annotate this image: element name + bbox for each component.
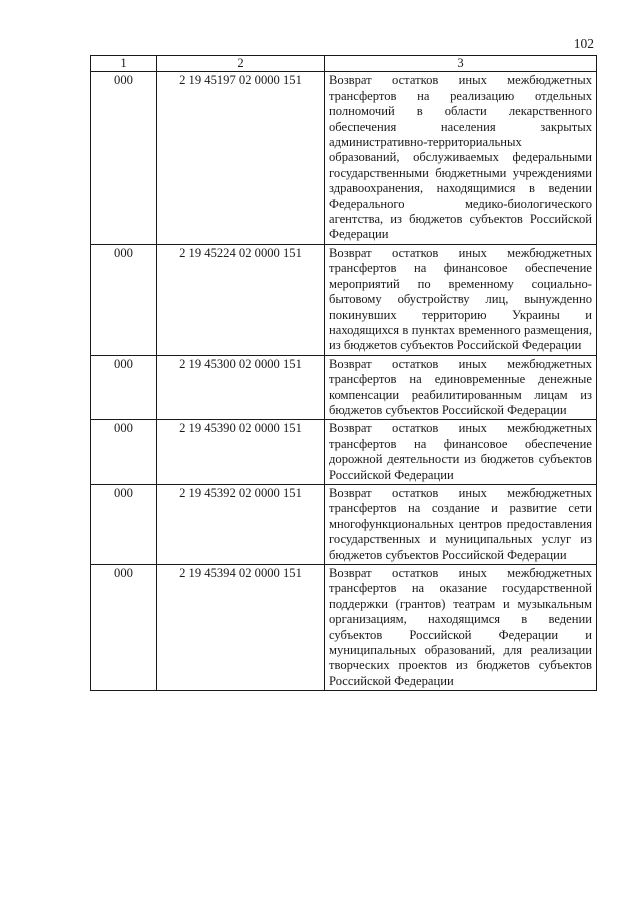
description-cell: Возврат остатков иных межбюджетных трансфертов на оказание государственной поддержки (грантов) театрам и музыкальным организациям, находящимся в ведении субъектов Российской Федерации и муниципальных образований, для реализации творческих проектов из бюджетов субъектов Российской Федерации — [325, 565, 597, 691]
admin-code-cell: 000 — [91, 565, 157, 691]
column-number-1: 1 — [91, 56, 157, 72]
column-number-3: 3 — [325, 56, 597, 72]
kbk-code-cell: 2 19 45197 02 0000 151 — [157, 72, 325, 244]
table-row — [91, 484, 597, 564]
table-row — [91, 355, 597, 420]
column-number-2: 2 — [157, 56, 325, 72]
description-cell: Возврат остатков иных межбюджетных трансфертов на единовременные денежные компенсации реабилитированным лицам из бюджетов субъектов Российской Федерации — [325, 355, 597, 420]
kbk-code-cell: 2 19 45224 02 0000 151 — [157, 244, 325, 355]
table-row — [91, 565, 597, 691]
kbk-code-cell: 2 19 45300 02 0000 151 — [157, 355, 325, 420]
admin-code-cell: 000 — [91, 72, 157, 244]
page-number: 102 — [573, 36, 594, 51]
kbk-code-cell: 2 19 45392 02 0000 151 — [157, 484, 325, 564]
kbk-code-cell: 2 19 45394 02 0000 151 — [157, 565, 325, 691]
budget-classification-table — [90, 55, 597, 691]
admin-code-cell: 000 — [91, 244, 157, 355]
description-cell: Возврат остатков иных межбюджетных трансфертов на финансовое обеспечение дорожной деятельности из бюджетов субъектов Российской Федерации — [325, 420, 597, 485]
kbk-code-cell: 2 19 45390 02 0000 151 — [157, 420, 325, 485]
description-cell: Возврат остатков иных межбюджетных трансфертов на реализацию отдельных полномочий в области лекарственного обеспечения населения закрытых административно-территориальных образований, обслуживаемых федеральными государственными бюджетными учреждениями здравоохранения, находящимися в ведении Федерального медико-биологического агентства, из бюджетов субъектов Российской Федерации — [325, 72, 597, 244]
admin-code-cell: 000 — [91, 484, 157, 564]
column-number-row — [91, 56, 597, 72]
table-row — [91, 72, 597, 244]
description-cell: Возврат остатков иных межбюджетных трансфертов на финансовое обеспечение мероприятий по временному социально-бытовому обустройству лиц, вынужденно покинувших территорию Украины и находящихся в пунктах временного размещения, из бюджетов субъектов Российской Федерации — [325, 244, 597, 355]
table-row — [91, 420, 597, 485]
admin-code-cell: 000 — [91, 355, 157, 420]
description-cell: Возврат остатков иных межбюджетных трансфертов на создание и развитие сети многофункциональных центров предоставления государственных и муниципальных услуг из бюджетов субъектов Российской Федерации — [325, 484, 597, 564]
table-row — [91, 244, 597, 355]
admin-code-cell: 000 — [91, 420, 157, 485]
